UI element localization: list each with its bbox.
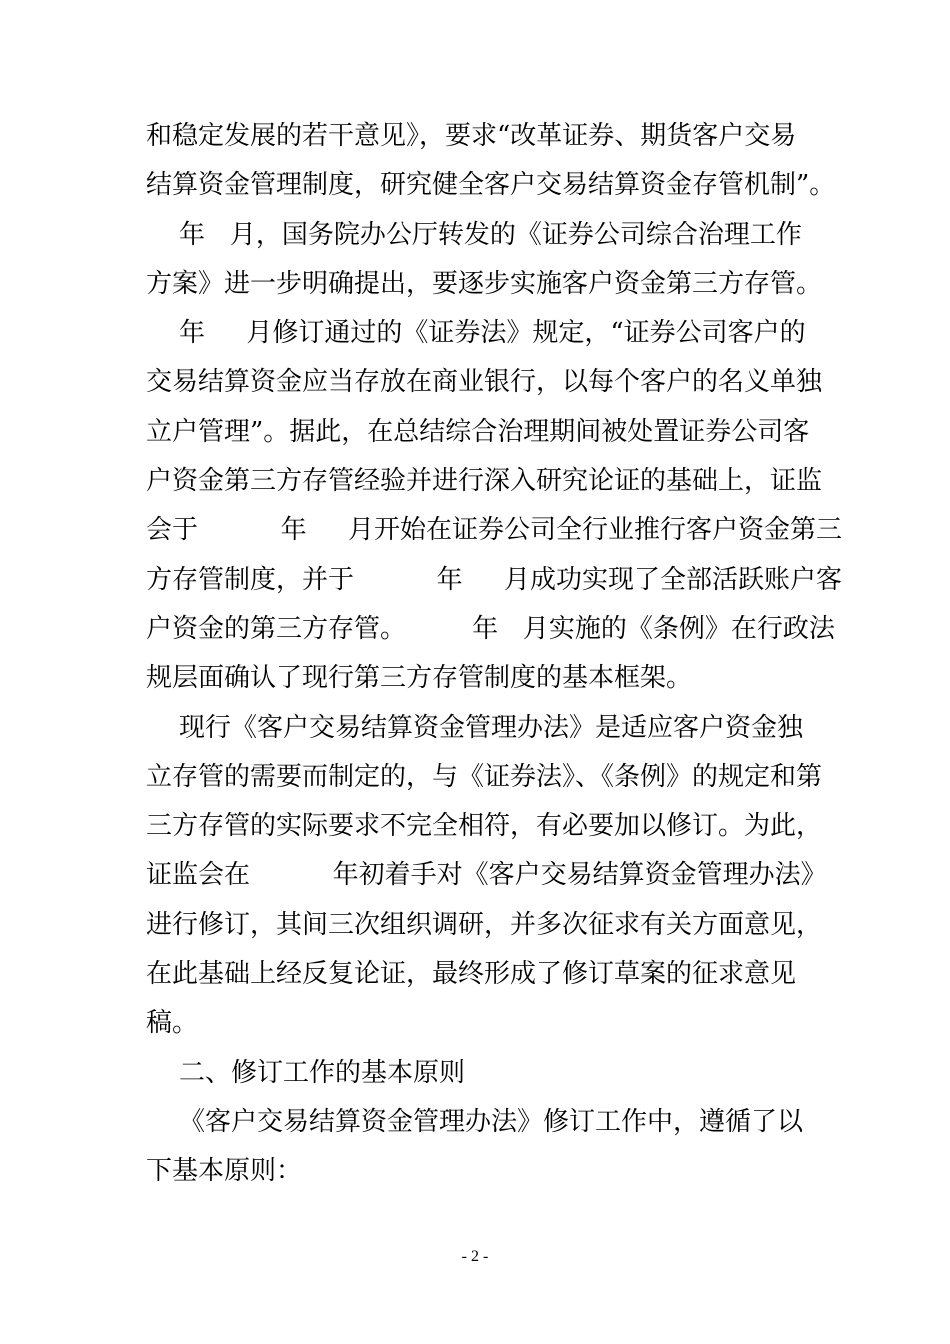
text-line: 年 月，国务院办公厅转发的《证券公司综合治理工作 <box>146 219 802 250</box>
text-line: 结算资金管理制度，研究健全客户交易结算资金存管机制”。 <box>146 170 836 201</box>
text-line: 进行修订，其间三次组织调研，并多次征求有关方面意见， <box>146 909 823 940</box>
text-line: 立户管理”。据此，在总结综合治理期间被处置证券公司客 <box>146 416 810 447</box>
text-line: 下基本原则： <box>146 1156 303 1187</box>
text-line: 方存管制度，并于 年 月成功实现了全部活跃账户客 <box>146 564 842 595</box>
text-line: 会于 年 月开始在证券公司全行业推行客户资金第三 <box>146 515 842 546</box>
page-number: - 2 - <box>461 1248 489 1265</box>
text-line: 现行《客户交易结算资金管理办法》是适应客户资金独 <box>146 712 804 743</box>
text-line: 户资金第三方存管经验并进行深入研究论证的基础上，证监 <box>146 466 823 497</box>
text-line: 在此基础上经反复论证，最终形成了修订草案的征求意见 <box>146 959 797 990</box>
section-heading: 二、修订工作的基本原则 <box>146 1057 466 1088</box>
body-text <box>146 112 842 1197</box>
text-line: 稿。 <box>146 1008 199 1039</box>
text-line: 证监会在 年初着手对《客户交易结算资金管理办法》 <box>146 860 827 891</box>
text-line: 年 月修订通过的《证券法》规定，“证券公司客户的 <box>146 318 806 349</box>
text-line: 三方存管的实际要求不完全相符，有必要加以修订。为此， <box>146 811 823 842</box>
text-line: 和稳定发展的若干意见》，要求“改革证券、期货客户交易 <box>146 121 797 151</box>
text-line: 交易结算资金应当存放在商业银行，以每个客户的名义单独 <box>146 367 823 398</box>
text-line: 立存管的需要而制定的，与《证券法》、《条例》的规定和第 <box>146 761 823 792</box>
text-line: 规层面确认了现行第三方存管制度的基本框架。 <box>146 663 693 694</box>
text-line: 户资金的第三方存管。 年 月实施的《条例》在行政法 <box>146 613 835 644</box>
text-line: 《客户交易结算资金管理办法》修订工作中，遵循了以 <box>146 1106 804 1137</box>
text-line: 方案》进一步明确提出，要逐步实施客户资金第三方存管。 <box>146 268 823 299</box>
